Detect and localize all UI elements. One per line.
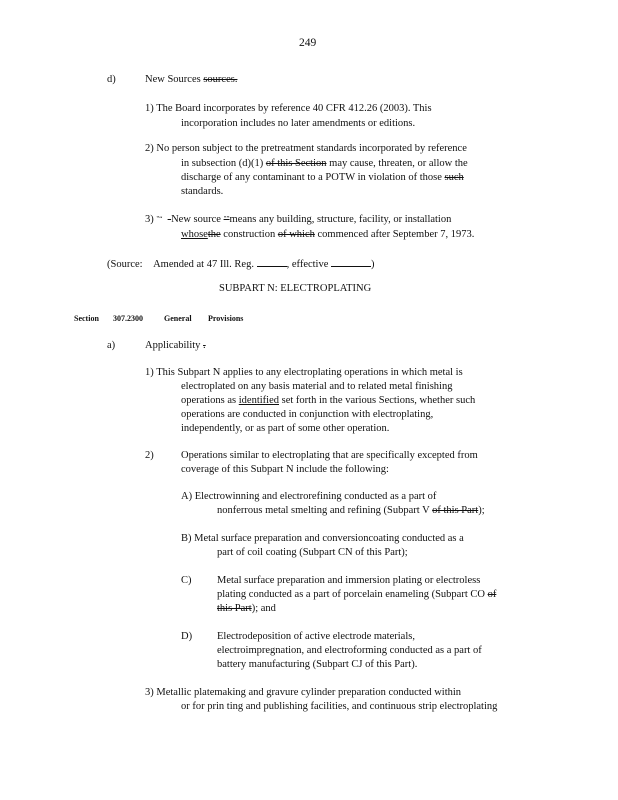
d2-line-1: 2) No person subject to the pretreatment standards incorporated by reference <box>145 143 467 154</box>
a2B-line-2: part of coil coating (Subpart CN of this Part); <box>217 547 408 558</box>
a1-line-5: independently, or as part of some other operation. <box>181 423 390 434</box>
page-number: 249 <box>299 37 317 49</box>
subsection-d-title: New Sources sources. <box>145 74 238 85</box>
section-label: Section <box>74 314 99 323</box>
a2C-label: C) <box>181 575 192 586</box>
a2-num: 2) <box>145 450 154 461</box>
subsection-d-label: d) <box>107 74 116 85</box>
section-title-2: Provisions <box>208 314 244 323</box>
subpart-heading: SUBPART N: ELECTROPLATING <box>219 283 372 294</box>
a2D-line-2: electroimpregnation, and electroforming conducted as a part of <box>217 645 482 656</box>
a2D-line-1: Electrodeposition of active electrode materials, <box>217 631 415 642</box>
a2D-line-3: battery manufacturing (Subpart CJ of this Part). <box>217 659 418 670</box>
a1-line-2: electroplated on any basis material and to related metal finishing <box>181 381 453 392</box>
d1-line-2: incorporation includes no later amendments or editions. <box>181 118 416 129</box>
d2-line-2: in subsection (d)(1) of this Section may cause, threaten, or allow the <box>181 158 468 169</box>
d2-line-3: discharge of any contaminant to a POTW in violation of those such <box>181 172 464 183</box>
a2C-line-1: Metal surface preparation and immersion plating or electroless <box>217 575 481 586</box>
a2A-line-2: nonferrous metal smelting and refining (Subpart V of this Part); <box>217 505 485 516</box>
subsection-a-title: Applicability . <box>145 340 206 351</box>
a2C-line-2: plating conducted as a part of porcelain enameling (Subpart CO of <box>217 589 497 600</box>
d3-line-1: 3) "“ -New source "”means any building, structure, facility, or installation <box>145 214 452 225</box>
a2C-line-3: this Part); and <box>217 603 276 614</box>
d3-line-2: whosethe construction of which commenced after September 7, 1973. <box>181 229 475 240</box>
a2-line-2: coverage of this Subpart N include the following: <box>181 464 389 475</box>
a3-line-2: or for prin ting and publishing facilities, and continuous strip electroplating <box>181 701 498 712</box>
a1-line-3: operations as identified set forth in the various Sections, whether such <box>181 395 476 406</box>
a2B-line-1: B) Metal surface preparation and conversioncoating conducted as a <box>181 533 464 544</box>
d2-line-4: standards. <box>181 186 224 197</box>
source-note: (Source: Amended at 47 Ill. Reg. , effective ) <box>107 256 375 271</box>
a1-line-1: 1) This Subpart N applies to any electroplating operations in which metal is <box>145 367 463 378</box>
subsection-a-label: a) <box>107 340 116 351</box>
d1-line-1: 1) The Board incorporates by reference 40 CFR 412.26 (2003). This <box>145 103 432 114</box>
a3-line-1: 3) Metallic platemaking and gravure cylinder preparation conducted within <box>145 687 462 698</box>
a1-line-4: operations are conducted in conjunction with electroplating, <box>181 409 434 420</box>
a2D-label: D) <box>181 631 193 642</box>
a2A-line-1: A) Electrowinning and electrorefining conducted as a part of <box>181 491 437 502</box>
section-number: 307.2300 <box>113 314 143 323</box>
section-title-1: General <box>164 314 192 323</box>
a2-line-1: Operations similar to electroplating that are specifically excepted from <box>181 450 478 461</box>
